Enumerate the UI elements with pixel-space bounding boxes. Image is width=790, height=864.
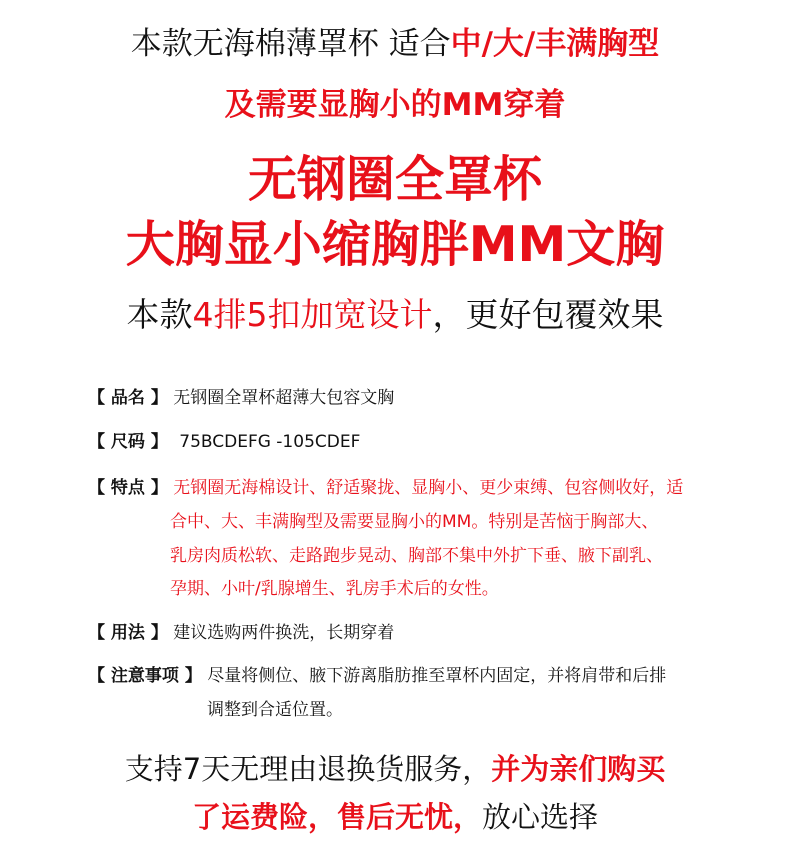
spec-notes-line-2: 调整到合适位置。: [207, 700, 343, 720]
spec-features-line-2: 合中、大、丰满胸型及需要显胸小的MM。特别是苦恼于胸部大、: [170, 512, 659, 532]
spec-name-label: 【 品名 】: [88, 388, 168, 408]
spec-features-line-3: 乳房肉质松软、走路跑步晃动、胸部不集中外扩下垂、腋下副乳、: [170, 546, 663, 566]
headline-line-5: [0, 290, 790, 340]
headline-line-1: [0, 22, 790, 66]
headline-line-4: 大胸显小缩胸胖MM文胸: [125, 216, 665, 273]
spec-row-size: [88, 426, 360, 458]
footer-line-2: [0, 795, 790, 839]
footer-line-1-prefix: 支持7天无理由退换货服务，: [124, 752, 492, 786]
spec-row-features: [88, 472, 683, 504]
headline-line-5-prefix: 本款: [126, 295, 193, 334]
spec-row-notes: [88, 660, 666, 692]
spec-row-name: [88, 382, 394, 414]
spec-notes-line-1: 尽量将侧位、腋下游离脂肪推至罩杯内固定，并将肩带和后排: [207, 666, 667, 686]
headline-line-5-suffix: ，更好包覆效果: [432, 295, 664, 334]
spec-notes-label: 【 注意事项 】: [88, 666, 202, 686]
headline-line-1-prefix: 本款无海棉薄罩杯 适合: [130, 26, 451, 62]
footer-line-1: [0, 747, 790, 791]
headline-line-5-highlight: 4排5扣加宽设计: [192, 295, 433, 334]
spec-features-label: 【 特点 】: [88, 478, 168, 498]
spec-size-label: 【 尺码 】: [88, 432, 168, 452]
spec-usage-value: 建议选购两件换洗，长期穿着: [173, 623, 395, 643]
spec-name-value: 无钢圈全罩杯超薄大包容文胸: [173, 388, 395, 408]
footer-line-1-highlight: 并为亲们购买: [491, 752, 666, 786]
spec-size-value: 75BCDEFG -105CDEF: [179, 432, 361, 452]
spec-features-line-4: 孕期、小叶/乳腺增生、乳房手术后的女性。: [170, 579, 499, 599]
headline-line-3: 无钢圈全罩杯: [247, 151, 542, 208]
headline-line-1-highlight: 中/大/丰满胸型: [450, 26, 660, 62]
footer-line-2-suffix: 放心选择: [482, 800, 599, 834]
spec-features-line-1: 无钢圈无海棉设计、舒适聚拢、显胸小、更少束缚、包容侧收好，适: [173, 478, 684, 498]
spec-usage-label: 【 用法 】: [88, 623, 168, 643]
footer-line-2-highlight: 了运费险，售后无忧，: [191, 800, 482, 834]
spec-row-usage: [88, 617, 394, 649]
headline-line-2: 及需要显胸小的MM穿着: [224, 87, 566, 123]
